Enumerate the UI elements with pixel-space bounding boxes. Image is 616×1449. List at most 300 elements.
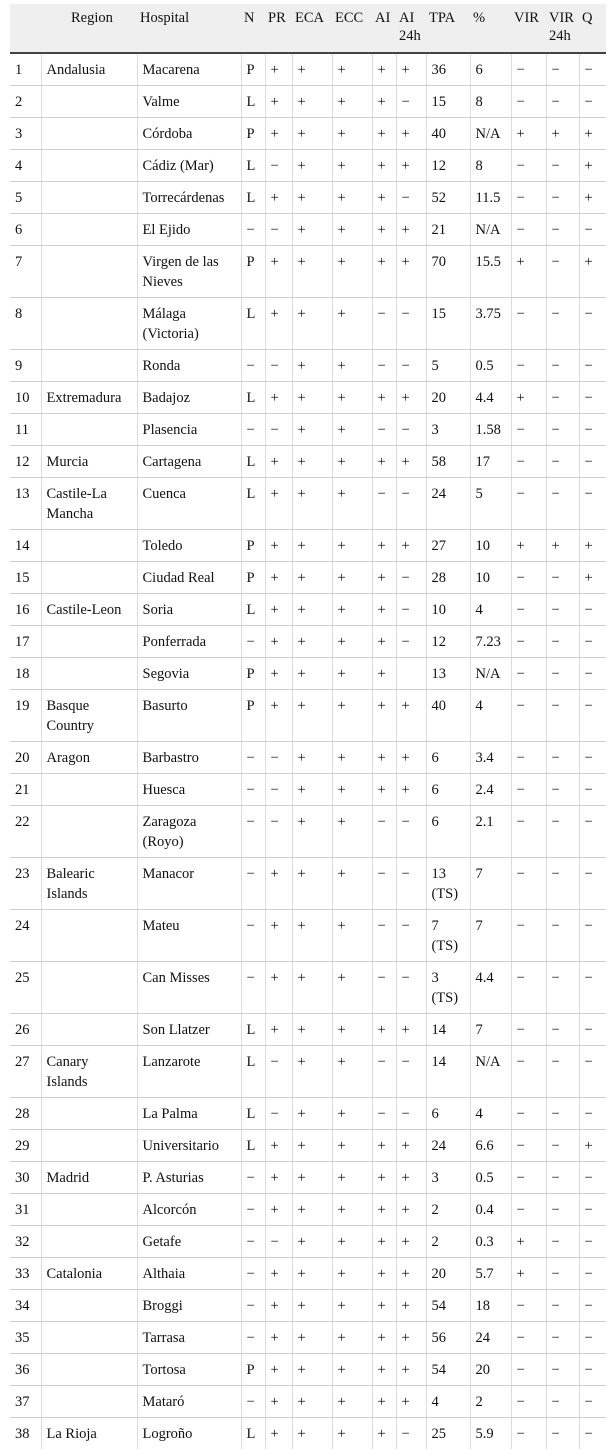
n-cell: − bbox=[241, 742, 265, 774]
table-row bbox=[10, 1258, 606, 1290]
tpa-cell: 52 bbox=[426, 182, 470, 214]
pr-cell: + bbox=[265, 1418, 292, 1449]
table-row bbox=[10, 742, 606, 774]
vir-cell: − bbox=[511, 774, 546, 806]
q-cell: − bbox=[579, 1014, 606, 1046]
ecc-cell: + bbox=[332, 962, 372, 1014]
ai-cell: − bbox=[372, 858, 396, 910]
region-cell bbox=[41, 1354, 137, 1386]
eca-cell: + bbox=[292, 742, 332, 774]
tpa-cell: 10 bbox=[426, 594, 470, 626]
row-index-cell: 31 bbox=[10, 1194, 41, 1226]
ai-24h-cell: − bbox=[396, 1098, 426, 1130]
region-cell: Basque Country bbox=[41, 690, 137, 742]
q-cell: − bbox=[579, 86, 606, 118]
ecc-cell: + bbox=[332, 530, 372, 562]
q-cell: − bbox=[579, 1162, 606, 1194]
table-row bbox=[10, 562, 606, 594]
ecc-cell: + bbox=[332, 1130, 372, 1162]
table-row bbox=[10, 150, 606, 182]
row-index-cell: 11 bbox=[10, 414, 41, 446]
n-cell: P bbox=[241, 118, 265, 150]
ecc-cell: + bbox=[332, 1322, 372, 1354]
ai-cell: − bbox=[372, 1098, 396, 1130]
n-cell: − bbox=[241, 214, 265, 246]
tpa-cell: 12 bbox=[426, 626, 470, 658]
eca-cell: + bbox=[292, 1322, 332, 1354]
region-cell bbox=[41, 910, 137, 962]
pr-cell: + bbox=[265, 182, 292, 214]
q-cell: − bbox=[579, 1194, 606, 1226]
vir-cell: − bbox=[511, 962, 546, 1014]
q-cell: − bbox=[579, 742, 606, 774]
row-index-cell: 18 bbox=[10, 658, 41, 690]
ai-cell: − bbox=[372, 478, 396, 530]
vir-cell: − bbox=[511, 910, 546, 962]
pr-cell: + bbox=[265, 53, 292, 86]
n-cell: P bbox=[241, 53, 265, 86]
vir-24h-cell: − bbox=[546, 214, 579, 246]
table-row bbox=[10, 446, 606, 478]
eca-cell: + bbox=[292, 1354, 332, 1386]
hospital-cell: Mateu bbox=[137, 910, 241, 962]
vir-24h-cell: − bbox=[546, 150, 579, 182]
ecc-cell: + bbox=[332, 594, 372, 626]
percent-cell: 6.6 bbox=[470, 1130, 511, 1162]
header-ecc: ECC bbox=[332, 4, 372, 53]
hospital-cell: Córdoba bbox=[137, 118, 241, 150]
vir-cell: − bbox=[511, 690, 546, 742]
tpa-cell: 3 (TS) bbox=[426, 962, 470, 1014]
header-ai: AI bbox=[372, 4, 396, 53]
pr-cell: − bbox=[265, 414, 292, 446]
ecc-cell: + bbox=[332, 1194, 372, 1226]
row-index-cell: 1 bbox=[10, 53, 41, 86]
q-cell: − bbox=[579, 774, 606, 806]
ecc-cell: + bbox=[332, 858, 372, 910]
vir-cell: + bbox=[511, 382, 546, 414]
vir-cell: − bbox=[511, 806, 546, 858]
n-cell: L bbox=[241, 594, 265, 626]
ai-cell: + bbox=[372, 530, 396, 562]
pr-cell: − bbox=[265, 1226, 292, 1258]
ecc-cell: + bbox=[332, 658, 372, 690]
ecc-cell: + bbox=[332, 246, 372, 298]
ai-24h-cell: − bbox=[396, 182, 426, 214]
vir-cell: − bbox=[511, 446, 546, 478]
vir-24h-cell: − bbox=[546, 742, 579, 774]
table-row bbox=[10, 1130, 606, 1162]
region-cell bbox=[41, 658, 137, 690]
table-row bbox=[10, 1046, 606, 1098]
hospital-cell: Universitario bbox=[137, 1130, 241, 1162]
percent-cell: 2.4 bbox=[470, 774, 511, 806]
vir-cell: + bbox=[511, 246, 546, 298]
table-row bbox=[10, 214, 606, 246]
vir-24h-cell: − bbox=[546, 182, 579, 214]
n-cell: L bbox=[241, 1098, 265, 1130]
vir-cell: − bbox=[511, 1046, 546, 1098]
pr-cell: + bbox=[265, 298, 292, 350]
tpa-cell: 13 bbox=[426, 658, 470, 690]
vir-24h-cell: + bbox=[546, 530, 579, 562]
row-index-cell: 13 bbox=[10, 478, 41, 530]
ai-24h-cell: − bbox=[396, 414, 426, 446]
tpa-cell: 13 (TS) bbox=[426, 858, 470, 910]
n-cell: L bbox=[241, 1046, 265, 1098]
tpa-cell: 24 bbox=[426, 1130, 470, 1162]
ai-cell: + bbox=[372, 690, 396, 742]
hospital-cell: Macarena bbox=[137, 53, 241, 86]
percent-cell: 2.1 bbox=[470, 806, 511, 858]
hospital-cell: Cádiz (Mar) bbox=[137, 150, 241, 182]
vir-cell: + bbox=[511, 1258, 546, 1290]
tpa-cell: 27 bbox=[426, 530, 470, 562]
q-cell: − bbox=[579, 658, 606, 690]
percent-cell: 0.4 bbox=[470, 1194, 511, 1226]
region-cell bbox=[41, 626, 137, 658]
pr-cell: + bbox=[265, 1014, 292, 1046]
ai-cell: + bbox=[372, 594, 396, 626]
n-cell: − bbox=[241, 414, 265, 446]
header-percent: % bbox=[470, 4, 511, 53]
pr-cell: + bbox=[265, 1130, 292, 1162]
vir-cell: − bbox=[511, 742, 546, 774]
vir-24h-cell: − bbox=[546, 1194, 579, 1226]
hospital-cell: Cartagena bbox=[137, 446, 241, 478]
table-row bbox=[10, 53, 606, 86]
row-index-cell: 7 bbox=[10, 246, 41, 298]
pr-cell: + bbox=[265, 658, 292, 690]
q-cell: + bbox=[579, 530, 606, 562]
ai-cell: + bbox=[372, 118, 396, 150]
row-index-cell: 33 bbox=[10, 1258, 41, 1290]
vir-24h-cell: − bbox=[546, 1322, 579, 1354]
ai-24h-cell: − bbox=[396, 298, 426, 350]
q-cell: − bbox=[579, 214, 606, 246]
percent-cell: 1.58 bbox=[470, 414, 511, 446]
pr-cell: + bbox=[265, 530, 292, 562]
region-cell bbox=[41, 1130, 137, 1162]
row-index-cell: 10 bbox=[10, 382, 41, 414]
vir-cell: − bbox=[511, 1386, 546, 1418]
ai-24h-cell: + bbox=[396, 1194, 426, 1226]
ai-cell: + bbox=[372, 742, 396, 774]
q-cell: − bbox=[579, 626, 606, 658]
hospital-cell: Ciudad Real bbox=[137, 562, 241, 594]
vir-cell: − bbox=[511, 1418, 546, 1449]
ai-24h-cell: + bbox=[396, 446, 426, 478]
region-cell bbox=[41, 562, 137, 594]
vir-24h-cell: − bbox=[546, 246, 579, 298]
table-row bbox=[10, 182, 606, 214]
hospital-cell: Huesca bbox=[137, 774, 241, 806]
table-row bbox=[10, 658, 606, 690]
ai-24h-cell: + bbox=[396, 742, 426, 774]
n-cell: L bbox=[241, 382, 265, 414]
vir-cell: − bbox=[511, 478, 546, 530]
header-vir: VIR bbox=[511, 4, 546, 53]
ecc-cell: + bbox=[332, 382, 372, 414]
q-cell: − bbox=[579, 1046, 606, 1098]
region-cell: La Rioja bbox=[41, 1418, 137, 1449]
ecc-cell: + bbox=[332, 562, 372, 594]
table-row bbox=[10, 1014, 606, 1046]
vir-cell: − bbox=[511, 1014, 546, 1046]
vir-cell: − bbox=[511, 626, 546, 658]
n-cell: − bbox=[241, 350, 265, 382]
region-cell bbox=[41, 86, 137, 118]
ecc-cell: + bbox=[332, 1014, 372, 1046]
percent-cell: 8 bbox=[470, 150, 511, 182]
vir-24h-cell: − bbox=[546, 414, 579, 446]
ai-24h-cell: + bbox=[396, 1354, 426, 1386]
hospital-cell: Zaragoza (Royo) bbox=[137, 806, 241, 858]
ai-cell: + bbox=[372, 1226, 396, 1258]
q-cell: − bbox=[579, 478, 606, 530]
ai-cell: + bbox=[372, 1258, 396, 1290]
row-index-cell: 2 bbox=[10, 86, 41, 118]
table-row bbox=[10, 246, 606, 298]
eca-cell: + bbox=[292, 1258, 332, 1290]
ai-cell: + bbox=[372, 1162, 396, 1194]
hospital-cell: Plasencia bbox=[137, 414, 241, 446]
tpa-cell: 2 bbox=[426, 1226, 470, 1258]
table-row bbox=[10, 350, 606, 382]
vir-24h-cell: − bbox=[546, 594, 579, 626]
hospital-cell: P. Asturias bbox=[137, 1162, 241, 1194]
row-index-cell: 22 bbox=[10, 806, 41, 858]
vir-cell: − bbox=[511, 1354, 546, 1386]
row-index-cell: 29 bbox=[10, 1130, 41, 1162]
row-index-cell: 37 bbox=[10, 1386, 41, 1418]
percent-cell: N/A bbox=[470, 214, 511, 246]
ai-cell: + bbox=[372, 1014, 396, 1046]
ai-cell: + bbox=[372, 150, 396, 182]
tpa-cell: 6 bbox=[426, 774, 470, 806]
hospital-cell: Son Llatzer bbox=[137, 1014, 241, 1046]
pr-cell: + bbox=[265, 478, 292, 530]
vir-24h-cell: − bbox=[546, 962, 579, 1014]
ai-cell: + bbox=[372, 86, 396, 118]
ecc-cell: + bbox=[332, 1354, 372, 1386]
q-cell: − bbox=[579, 962, 606, 1014]
ecc-cell: + bbox=[332, 214, 372, 246]
ai-cell: − bbox=[372, 414, 396, 446]
row-index-cell: 34 bbox=[10, 1290, 41, 1322]
row-index-cell: 23 bbox=[10, 858, 41, 910]
n-cell: − bbox=[241, 1258, 265, 1290]
eca-cell: + bbox=[292, 53, 332, 86]
hospital-cell: Valme bbox=[137, 86, 241, 118]
header-row bbox=[10, 4, 606, 53]
q-cell: − bbox=[579, 1354, 606, 1386]
ecc-cell: + bbox=[332, 150, 372, 182]
ecc-cell: + bbox=[332, 1418, 372, 1449]
vir-cell: − bbox=[511, 53, 546, 86]
n-cell: − bbox=[241, 1322, 265, 1354]
percent-cell: 15.5 bbox=[470, 246, 511, 298]
vir-cell: − bbox=[511, 182, 546, 214]
ai-cell: − bbox=[372, 806, 396, 858]
vir-24h-cell: − bbox=[546, 350, 579, 382]
q-cell: + bbox=[579, 182, 606, 214]
vir-24h-cell: − bbox=[546, 1418, 579, 1449]
tpa-cell: 20 bbox=[426, 1258, 470, 1290]
row-index-cell: 35 bbox=[10, 1322, 41, 1354]
hospital-cell: Torrecárdenas bbox=[137, 182, 241, 214]
row-index-cell: 9 bbox=[10, 350, 41, 382]
n-cell: P bbox=[241, 658, 265, 690]
region-cell bbox=[41, 150, 137, 182]
table-row bbox=[10, 1290, 606, 1322]
region-cell bbox=[41, 1098, 137, 1130]
q-cell: + bbox=[579, 246, 606, 298]
vir-24h-cell: − bbox=[546, 626, 579, 658]
hospital-cell: Manacor bbox=[137, 858, 241, 910]
table-row bbox=[10, 1194, 606, 1226]
region-cell: Castile-Leon bbox=[41, 594, 137, 626]
pr-cell: + bbox=[265, 690, 292, 742]
tpa-cell: 6 bbox=[426, 742, 470, 774]
region-cell bbox=[41, 414, 137, 446]
region-cell bbox=[41, 350, 137, 382]
vir-24h-cell: − bbox=[546, 1098, 579, 1130]
row-index-cell: 14 bbox=[10, 530, 41, 562]
vir-cell: − bbox=[511, 1130, 546, 1162]
eca-cell: + bbox=[292, 658, 332, 690]
header-index bbox=[10, 4, 41, 53]
n-cell: L bbox=[241, 182, 265, 214]
vir-24h-cell: − bbox=[546, 298, 579, 350]
row-index-cell: 30 bbox=[10, 1162, 41, 1194]
percent-cell: 4 bbox=[470, 594, 511, 626]
vir-24h-cell: − bbox=[546, 658, 579, 690]
eca-cell: + bbox=[292, 806, 332, 858]
eca-cell: + bbox=[292, 1162, 332, 1194]
percent-cell: 4 bbox=[470, 690, 511, 742]
row-index-cell: 16 bbox=[10, 594, 41, 626]
hospital-cell: Can Misses bbox=[137, 962, 241, 1014]
row-index-cell: 27 bbox=[10, 1046, 41, 1098]
eca-cell: + bbox=[292, 246, 332, 298]
row-index-cell: 15 bbox=[10, 562, 41, 594]
vir-cell: − bbox=[511, 594, 546, 626]
q-cell: − bbox=[579, 1322, 606, 1354]
hospital-cell: Barbastro bbox=[137, 742, 241, 774]
tpa-cell: 5 bbox=[426, 350, 470, 382]
tpa-cell: 3 bbox=[426, 414, 470, 446]
tpa-cell: 24 bbox=[426, 478, 470, 530]
n-cell: P bbox=[241, 1354, 265, 1386]
n-cell: P bbox=[241, 530, 265, 562]
region-cell bbox=[41, 1322, 137, 1354]
percent-cell: 2 bbox=[470, 1386, 511, 1418]
tpa-cell: 70 bbox=[426, 246, 470, 298]
ai-cell: + bbox=[372, 1322, 396, 1354]
header-tpa: TPA bbox=[426, 4, 470, 53]
eca-cell: + bbox=[292, 1014, 332, 1046]
vir-cell: − bbox=[511, 1290, 546, 1322]
n-cell: − bbox=[241, 1386, 265, 1418]
vir-24h-cell: − bbox=[546, 806, 579, 858]
percent-cell: 4 bbox=[470, 1098, 511, 1130]
vir-24h-cell: − bbox=[546, 562, 579, 594]
hospital-cell: Alcorcón bbox=[137, 1194, 241, 1226]
ecc-cell: + bbox=[332, 182, 372, 214]
pr-cell: + bbox=[265, 858, 292, 910]
ecc-cell: + bbox=[332, 350, 372, 382]
ai-24h-cell: + bbox=[396, 1386, 426, 1418]
n-cell: − bbox=[241, 1194, 265, 1226]
region-cell: Andalusia bbox=[41, 53, 137, 86]
eca-cell: + bbox=[292, 1418, 332, 1449]
eca-cell: + bbox=[292, 214, 332, 246]
pr-cell: − bbox=[265, 1046, 292, 1098]
vir-24h-cell: − bbox=[546, 53, 579, 86]
percent-cell: 20 bbox=[470, 1354, 511, 1386]
vir-24h-cell: − bbox=[546, 910, 579, 962]
n-cell: L bbox=[241, 1418, 265, 1449]
pr-cell: + bbox=[265, 594, 292, 626]
vir-cell: − bbox=[511, 298, 546, 350]
table-row bbox=[10, 806, 606, 858]
vir-cell: − bbox=[511, 414, 546, 446]
ai-24h-cell: + bbox=[396, 214, 426, 246]
n-cell: − bbox=[241, 910, 265, 962]
ai-24h-cell: + bbox=[396, 53, 426, 86]
q-cell: + bbox=[579, 1130, 606, 1162]
tpa-cell: 21 bbox=[426, 214, 470, 246]
tpa-cell: 54 bbox=[426, 1290, 470, 1322]
q-cell: − bbox=[579, 1386, 606, 1418]
ai-24h-cell: + bbox=[396, 1258, 426, 1290]
tpa-cell: 3 bbox=[426, 1162, 470, 1194]
n-cell: P bbox=[241, 246, 265, 298]
ecc-cell: + bbox=[332, 910, 372, 962]
ai-cell: + bbox=[372, 1418, 396, 1449]
percent-cell: 4.4 bbox=[470, 962, 511, 1014]
ecc-cell: + bbox=[332, 446, 372, 478]
ai-24h-cell: + bbox=[396, 530, 426, 562]
ai-24h-cell: + bbox=[396, 774, 426, 806]
row-index-cell: 4 bbox=[10, 150, 41, 182]
table-row bbox=[10, 910, 606, 962]
tpa-cell: 15 bbox=[426, 86, 470, 118]
ai-cell: + bbox=[372, 214, 396, 246]
region-cell bbox=[41, 530, 137, 562]
region-cell: Balearic Islands bbox=[41, 858, 137, 910]
pr-cell: + bbox=[265, 1354, 292, 1386]
region-cell bbox=[41, 1014, 137, 1046]
n-cell: L bbox=[241, 298, 265, 350]
n-cell: − bbox=[241, 1290, 265, 1322]
ai-24h-cell: − bbox=[396, 1418, 426, 1449]
eca-cell: + bbox=[292, 690, 332, 742]
vir-24h-cell: − bbox=[546, 1014, 579, 1046]
table-row bbox=[10, 626, 606, 658]
eca-cell: + bbox=[292, 298, 332, 350]
vir-cell: − bbox=[511, 658, 546, 690]
tpa-cell: 36 bbox=[426, 53, 470, 86]
eca-cell: + bbox=[292, 382, 332, 414]
tpa-cell: 40 bbox=[426, 690, 470, 742]
eca-cell: + bbox=[292, 446, 332, 478]
ai-cell: + bbox=[372, 446, 396, 478]
ai-24h-cell: + bbox=[396, 1322, 426, 1354]
row-index-cell: 21 bbox=[10, 774, 41, 806]
row-index-cell: 25 bbox=[10, 962, 41, 1014]
